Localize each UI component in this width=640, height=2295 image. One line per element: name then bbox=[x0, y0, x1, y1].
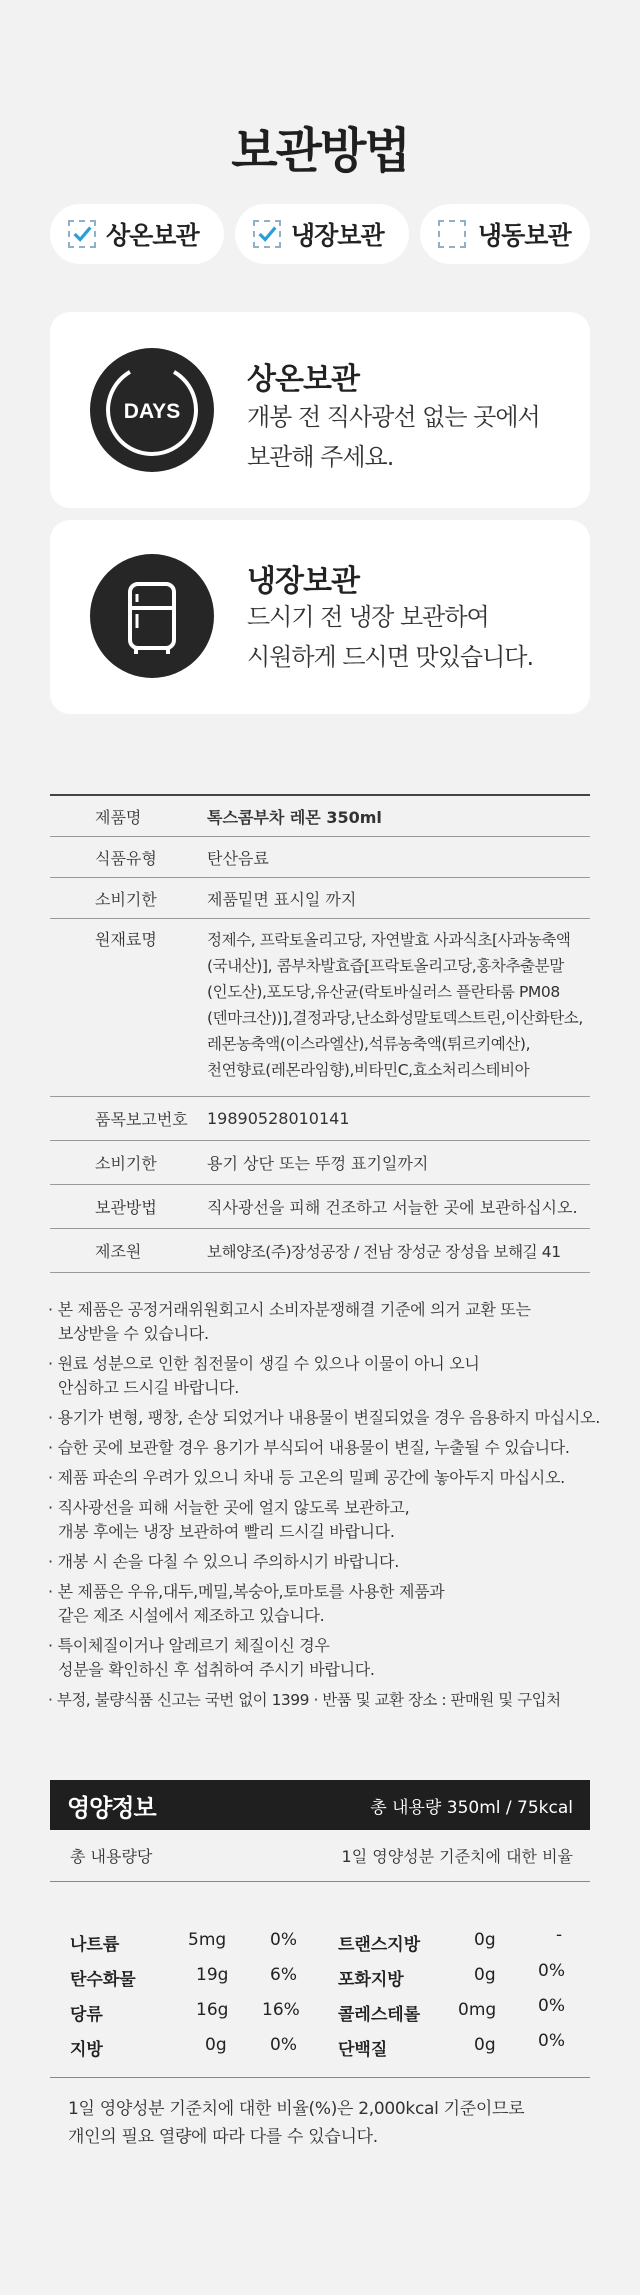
nutrition-table: 나트륨 5mg 0% 탄수화물 19g 6% 당류 16g 16% 지방 0g 0% 트랜스지방 0g - 포화지방 0g 0% 콜레스테롤 0mg 0% 단백질 0g 0% bbox=[50, 1895, 590, 2078]
option-label: 냉동보관 bbox=[478, 221, 571, 250]
product-info-table bbox=[50, 794, 590, 1273]
option-label: 냉장보관 bbox=[291, 221, 384, 250]
nutrition-basis: 총 내용량당 1일 영양성분 기준치에 대한 비율 bbox=[50, 1830, 590, 1882]
option-room-temp bbox=[50, 204, 224, 264]
nutrition-total: 총 내용량 350ml / 75kcal bbox=[370, 1797, 573, 1818]
option-label: 상온보관 bbox=[106, 221, 199, 250]
card-title: 상온보관 bbox=[247, 362, 359, 397]
table-row: 소비기한 용기 상단 또는 뚜껑 표기일까지 bbox=[50, 1141, 590, 1185]
card-text: 드시기 전 냉장 보관하여 시원하게 드시면 맛있습니다. bbox=[247, 603, 534, 671]
card-title: 냉장보관 bbox=[247, 564, 359, 599]
list-item: · 제품 파손의 우려가 있으니 차내 등 고온의 밀폐 공간에 놓아두지 마십시오. bbox=[48, 1468, 565, 1487]
page-title: 보관방법 bbox=[231, 123, 409, 179]
list-item: · 본 제품은 우유,대두,메밀,복숭아,토마토를 사용한 제품과 같은 제조 시설에서 제조하고 있습니다. bbox=[48, 1582, 445, 1625]
checkbox-checked-icon bbox=[68, 220, 96, 248]
list-item: · 원료 성분으로 인한 침전물이 생길 수 있으나 이물이 아니 오니 안심하고 드시길 바랍니다. bbox=[48, 1354, 480, 1397]
table-row: 원재료명 정제수, 프락토올리고당, 자연발효 사과식초[사과농축액 (국내산)], 콤부차발효즙[프락토올리고당,홍차추출분말 (인도산),포도당,유산균(락토바실러스 플란타룸 PM08 (덴마크산))],결정과당,난소화성말토덱스트린,이산화탄소, 레몬농축액(이스라엘산),석류농축액(튀르키예산), 천연향료(레몬라임향),비타민C,효소처리스테비아 bbox=[50, 919, 590, 1097]
refrigerated-card bbox=[50, 520, 590, 714]
nutrition-footnote: 1일 영양성분 기준치에 대한 비율(%)은 2,000kcal 기준이므로 개인의 필요 열량에 따라 다를 수 있습니다. bbox=[68, 2099, 525, 2147]
option-frozen bbox=[420, 204, 590, 264]
list-item: · 부정, 불량식품 신고는 국번 없이 1399 · 반품 및 교환 장소 : 판매원 및 구입처 bbox=[48, 1691, 561, 1709]
storage-options bbox=[50, 204, 590, 264]
list-item: · 습한 곳에 보관할 경우 용기가 부식되어 내용물이 변질, 누출될 수 있습니다. bbox=[48, 1438, 570, 1457]
table-row: 소비기한 제품밑면 표시일 까지 bbox=[50, 878, 590, 919]
svg-text:DAYS: DAYS bbox=[123, 400, 181, 423]
nutrition-title: 영양정보 bbox=[67, 1793, 156, 1822]
nutrition-header bbox=[50, 1780, 590, 1830]
refrigerator-icon bbox=[90, 554, 214, 678]
table-row: 식품유형 탄산음료 bbox=[50, 837, 590, 878]
checkbox-checked-icon bbox=[253, 220, 281, 248]
card-text: 개봉 전 직사광선 없는 곳에서 보관해 주세요. bbox=[247, 403, 540, 471]
list-item: · 특이체질이거나 알레르기 체질이신 경우 성분을 확인하신 후 섭취하여 주시기 바랍니다. bbox=[48, 1636, 375, 1679]
list-item: · 개봉 시 손을 다칠 수 있으니 주의하시기 바랍니다. bbox=[48, 1552, 399, 1571]
table-row: 보관방법 직사광선을 피해 건조하고 서늘한 곳에 보관하십시오. bbox=[50, 1185, 590, 1229]
table-row: 제조원 보해양조(주)장성공장 / 전남 장성군 장성읍 보해길 41 bbox=[50, 1229, 590, 1273]
checkbox-empty-icon bbox=[438, 220, 466, 248]
list-item: · 본 제품은 공정거래위원회고시 소비자분쟁해결 기준에 의거 교환 또는 보상받을 수 있습니다. bbox=[48, 1300, 531, 1343]
notice-list bbox=[48, 1298, 608, 1718]
days-icon bbox=[90, 348, 214, 472]
table-row: 품목보고번호 19890528010141 bbox=[50, 1097, 590, 1141]
list-item: · 용기가 변형, 팽창, 손상 되었거나 내용물이 변질되었을 경우 음용하지 마십시오. bbox=[48, 1408, 600, 1427]
table-row: 제품명 톡스콤부차 레몬 350ml bbox=[50, 796, 590, 837]
option-refrigerated bbox=[235, 204, 409, 264]
list-item: · 직사광선을 피해 서늘한 곳에 얼지 않도록 보관하고, 개봉 후에는 냉장 보관하여 빨리 드시길 바랍니다. bbox=[48, 1498, 410, 1541]
room-temp-card bbox=[50, 312, 590, 508]
